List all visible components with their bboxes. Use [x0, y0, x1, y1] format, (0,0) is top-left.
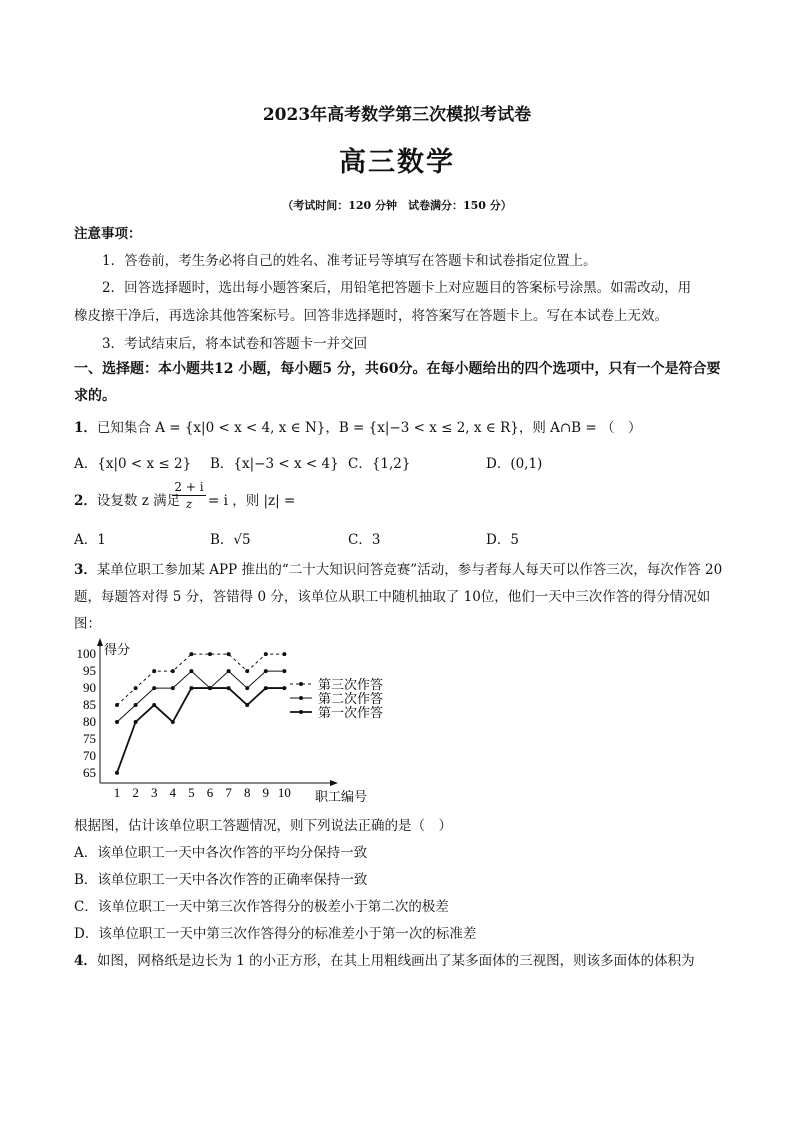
- notice-heading: 注意事项：: [74, 226, 142, 242]
- exam-time-info: （考试时间：120 分钟 试卷满分：150 分）: [282, 199, 512, 212]
- data-point: [189, 686, 193, 690]
- legend-label: 第三次作答: [318, 677, 384, 692]
- exam-title: 2023年高考数学第三次模拟考试卷: [262, 105, 532, 125]
- x-tick-label: 10: [277, 785, 291, 800]
- question-3-option-c: C．该单位职工一天中第三次作答得分的极差小于第二次的极差: [74, 899, 449, 915]
- series-line: [117, 671, 284, 722]
- data-point: [152, 703, 156, 707]
- notice-item-2-line-2: 橡皮擦干净后，再选涂其他答案标号。回答非选择题时，将答案写在答题卡上。写在本试卷上无效。: [74, 308, 668, 324]
- question-1-option-a: A．{x|0 < x ≤ 2}: [74, 456, 192, 472]
- section-1-heading-line-2: 求的。: [74, 388, 116, 404]
- series-line: [117, 688, 284, 773]
- data-point: [115, 771, 119, 775]
- data-point: [152, 686, 156, 690]
- score-line-chart: [70, 638, 400, 808]
- legend-marker: [299, 682, 303, 686]
- legend-label: 第二次作答: [318, 691, 384, 706]
- question-2-option-a: A．1: [74, 532, 106, 548]
- fraction-denominator: z: [185, 497, 193, 511]
- fraction-numerator: 2 + i: [172, 480, 206, 496]
- legend-marker: [299, 710, 303, 714]
- question-text: 如图，网格纸是边长为 1 的小正方形，在其上用粗线画出了某多面体的三视图，则该多面体的体积为: [96, 953, 695, 969]
- fraction: [172, 480, 206, 512]
- x-tick-label: 6: [206, 785, 214, 800]
- question-1-option-d: D．(0,1): [486, 456, 543, 472]
- data-point: [115, 703, 119, 707]
- question-4: [74, 949, 695, 969]
- data-point: [134, 703, 138, 707]
- data-point: [245, 686, 249, 690]
- question-number: 2．: [74, 493, 97, 509]
- notice-item-1: 1．答卷前，考生务必将自己的姓名、准考证号等填写在答题卡和试卷指定位置上。: [102, 253, 597, 269]
- x-tick-label: 8: [243, 785, 251, 800]
- y-tick-label: 70: [83, 747, 96, 763]
- x-tick-label: 1: [113, 785, 121, 800]
- notice-item-2-line-1: 2．回答选择题时，选出每小题答案后，用铅笔把答题卡上对应题目的答案标号涂黑。如需改动，用: [102, 280, 692, 296]
- question-number: 4．: [74, 953, 97, 969]
- data-point: [282, 686, 286, 690]
- data-point: [171, 720, 175, 724]
- question-3-line-3: 图：: [74, 616, 101, 632]
- data-point: [208, 652, 212, 656]
- legend-label: 第一次作答: [318, 705, 384, 720]
- data-point: [189, 652, 193, 656]
- data-point: [227, 669, 231, 673]
- data-point: [189, 669, 193, 673]
- y-tick-label: 85: [83, 697, 96, 713]
- y-tick-label: 80: [83, 713, 96, 729]
- data-point: [171, 686, 175, 690]
- question-1: [74, 416, 642, 436]
- x-tick-label: 2: [132, 785, 139, 800]
- exam-subtitle: 高三数学: [339, 147, 455, 178]
- question-1-option-c: C．{1,2}: [348, 456, 411, 472]
- data-point: [227, 652, 231, 656]
- y-tick-label: 65: [83, 764, 96, 780]
- data-point: [171, 669, 175, 673]
- data-point: [134, 686, 138, 690]
- question-2-option-c: C．3: [348, 532, 381, 548]
- data-point: [227, 686, 231, 690]
- x-axis-label: 职工编号: [315, 789, 368, 804]
- data-point: [282, 652, 286, 656]
- data-point: [115, 720, 119, 724]
- data-point: [245, 669, 249, 673]
- data-point: [264, 669, 268, 673]
- question-3-prompt: 根据图，估计该单位职工答题情况，则下列说法正确的是（ ）: [74, 818, 452, 834]
- notice-item-3: 3．考试结束后，将本试卷和答题卡一并交回: [102, 336, 368, 352]
- y-axis-label: 得分: [104, 642, 131, 657]
- question-3-option-b: B．该单位职工一天中各次作答的正确率保持一致: [74, 872, 368, 888]
- question-1-option-b: B．{x|−3 < x < 4}: [210, 456, 339, 472]
- y-tick-label: 75: [83, 730, 96, 746]
- x-tick-label: 7: [225, 785, 232, 800]
- x-tick-label: 3: [150, 785, 158, 800]
- data-point: [264, 686, 268, 690]
- question-number: 1．: [74, 420, 97, 436]
- question-text: 已知集合 A = {x|0 < x < 4, x ∈ N}，B = {x|−3 < x ≤ 2, x ∈ R}，则 A∩B = （ ）: [96, 420, 642, 436]
- y-tick-label: 100: [76, 646, 96, 662]
- y-axis-arrow: [97, 638, 103, 646]
- data-point: [264, 652, 268, 656]
- question-text: 某单位职工参加某 APP 推出的“二十大知识问答竞赛”活动，参与者每人每天可以作答三次，每次作答 20: [96, 562, 723, 578]
- data-point: [152, 669, 156, 673]
- question-text: 设复数 z 满足: [96, 493, 181, 509]
- question-3-line-2: 题，每题答对得 5 分，答错得 0 分，该单位从职工中随机抽取了 10位，他们一天中三次作答的得分情况如: [74, 589, 711, 605]
- question-2-option-b: B．√5: [210, 532, 251, 548]
- section-1-heading-line-1: 一、选择题：本小题共12 小题，每小题5 分，共60分。在每小题给出的四个选项中，只有一个是符合要: [74, 361, 721, 377]
- question-3-line-1: [74, 558, 722, 578]
- legend-marker: [299, 696, 303, 700]
- question-number: 3．: [74, 562, 97, 578]
- question-3-option-a: A．该单位职工一天中各次作答的平均分保持一致: [74, 845, 368, 861]
- question-2-suffix: = i ，则 |z| =: [208, 493, 296, 509]
- x-axis-arrow: [330, 780, 338, 786]
- y-tick-label: 90: [83, 680, 96, 696]
- question-3-option-d: D．该单位职工一天中第三次作答得分的标准差小于第一次的标准差: [74, 926, 477, 942]
- question-2: [74, 489, 180, 509]
- y-tick-label: 95: [83, 663, 96, 679]
- data-point: [245, 703, 249, 707]
- question-2-option-d: D．5: [486, 532, 519, 548]
- data-point: [282, 669, 286, 673]
- x-tick-label: 9: [262, 785, 270, 800]
- data-point: [134, 720, 138, 724]
- data-point: [208, 686, 212, 690]
- x-tick-label: 4: [169, 785, 177, 800]
- x-tick-label: 5: [188, 785, 195, 800]
